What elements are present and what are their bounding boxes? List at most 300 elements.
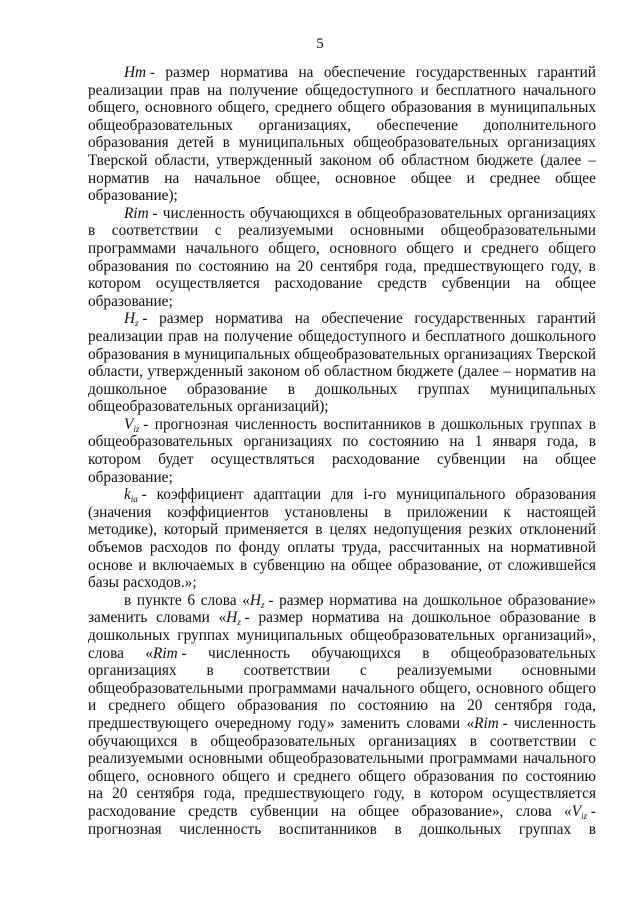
word: в — [240, 556, 248, 574]
word: дошкольных — [88, 627, 171, 644]
word: на — [402, 591, 418, 609]
word: реализации — [88, 81, 163, 99]
word: общедоступного — [298, 327, 407, 345]
text-line — [88, 275, 596, 293]
word: образования — [88, 257, 169, 275]
word: в — [588, 415, 596, 433]
word: области, — [88, 363, 143, 381]
word: в — [588, 257, 596, 275]
word: программами — [429, 750, 518, 768]
word: общеобразовательных — [88, 116, 234, 134]
word: среднего — [293, 767, 351, 785]
word: воспитанников — [278, 820, 377, 838]
word: «Rim - — [466, 714, 508, 732]
text-line — [88, 486, 596, 504]
word: основными — [349, 222, 425, 240]
word: начального — [341, 679, 415, 697]
text-line — [88, 609, 596, 627]
word: группах — [518, 820, 572, 838]
word: группах — [417, 380, 470, 398]
word: Тверской — [88, 151, 148, 169]
word: образования — [88, 345, 169, 363]
word: котором — [88, 451, 141, 469]
text-line — [88, 293, 596, 311]
word: субвенции — [437, 451, 506, 469]
text-line — [88, 398, 596, 416]
text-line — [88, 152, 596, 170]
word: муниципальных — [184, 345, 291, 363]
word: состоянию — [198, 257, 269, 275]
word: (далее — [540, 151, 582, 169]
word: предшествующего — [423, 257, 544, 275]
word: общее — [555, 275, 596, 293]
word: в — [588, 609, 596, 627]
word: на — [388, 609, 404, 627]
text-line — [88, 750, 596, 768]
word: дошкольных — [441, 415, 524, 433]
word: областном — [401, 151, 470, 169]
word: общеобразовательных — [210, 732, 356, 750]
word: на — [203, 327, 219, 345]
word: расходов — [149, 539, 208, 557]
word: на — [440, 697, 456, 715]
word: целях — [329, 521, 367, 539]
text-line — [88, 592, 596, 610]
word: с — [589, 732, 596, 750]
word: заменить — [340, 714, 401, 732]
word: предшествующего — [244, 785, 365, 803]
word: сентября — [494, 697, 553, 715]
word: образования — [515, 486, 596, 504]
text-line — [88, 521, 596, 539]
word: в — [206, 662, 214, 680]
word: на — [522, 451, 538, 469]
word: среднего — [481, 239, 539, 257]
word: численность — [162, 204, 245, 222]
word: программами — [248, 679, 337, 697]
word: в — [124, 591, 132, 609]
word: основными — [188, 750, 263, 768]
word: организациях — [243, 433, 333, 451]
word: средств — [188, 802, 238, 820]
text-line — [88, 328, 596, 346]
word: образования — [88, 134, 169, 152]
word: методике), — [88, 521, 157, 539]
word: расходование — [88, 802, 176, 820]
word: 20 — [112, 785, 128, 803]
text-line — [88, 64, 596, 82]
text-line — [88, 363, 596, 381]
word: 1 — [474, 433, 483, 451]
word: образование); — [88, 187, 178, 205]
text-line — [88, 768, 596, 786]
text-line — [88, 733, 596, 751]
word: на — [298, 64, 314, 81]
word: отклонений — [519, 521, 596, 539]
word: на — [449, 433, 465, 451]
word: установлены — [284, 503, 369, 521]
word: общеобразовательными — [88, 679, 244, 697]
word: образование; — [88, 468, 173, 486]
word: общее — [358, 802, 400, 820]
word: и — [420, 81, 429, 99]
word: об — [304, 363, 320, 381]
word: муниципального — [396, 486, 506, 504]
word: образование, — [397, 556, 483, 574]
word: общего, — [88, 99, 140, 117]
word: реализуемыми — [396, 662, 492, 680]
text-line — [88, 310, 596, 328]
word: соответствии — [489, 732, 577, 750]
word: области, — [154, 151, 210, 169]
word: образования — [237, 697, 318, 715]
word: средств — [377, 275, 427, 293]
text-line — [88, 680, 596, 698]
word: гарантий — [537, 310, 596, 328]
word: численность — [234, 415, 317, 433]
word: году, — [373, 785, 405, 803]
word: от — [487, 556, 502, 574]
word: «Rim - — [145, 644, 187, 662]
word: коэффициент — [156, 486, 244, 504]
word: году, — [550, 257, 582, 275]
text-line — [88, 539, 596, 557]
text-line — [88, 381, 596, 399]
text-line — [88, 803, 596, 821]
word: сентября — [319, 257, 378, 275]
text-line — [88, 627, 596, 645]
word: основного — [329, 239, 397, 257]
word: муниципальных — [490, 380, 596, 398]
text-line — [88, 785, 596, 803]
word: общее, — [275, 169, 321, 187]
word: общеобразовательных — [450, 644, 596, 662]
word: норматива — [329, 591, 398, 609]
word: основное — [335, 169, 396, 187]
word: по — [329, 697, 346, 715]
word: общеобразовательных — [294, 345, 440, 363]
word: на — [88, 785, 103, 803]
word: недопущения — [373, 521, 462, 539]
word: $k_{ia}$ - — [124, 486, 147, 505]
word: организаций); — [237, 398, 329, 416]
word: среднего — [274, 99, 333, 117]
word: норматив — [515, 363, 577, 381]
word: норматива — [220, 64, 289, 81]
text-line — [88, 117, 596, 135]
word: общее — [555, 451, 596, 469]
word: общеобразовательными — [268, 750, 424, 768]
word: Rim - — [124, 204, 158, 222]
word: в — [384, 503, 392, 521]
word: соответствии — [243, 662, 331, 680]
word: об — [378, 151, 395, 169]
word: и — [411, 327, 420, 345]
word: начального — [522, 81, 596, 99]
word: на — [275, 257, 291, 275]
word: прогнозная — [154, 415, 229, 433]
word: организациях — [507, 134, 596, 152]
document-body — [88, 64, 596, 838]
word: размер — [159, 310, 204, 328]
word: муниципальных — [238, 134, 345, 152]
word: осуществляться — [210, 451, 315, 469]
word: законом — [247, 363, 300, 381]
text-line — [88, 821, 596, 839]
word: дошкольного — [510, 327, 596, 345]
word: расходование — [274, 275, 363, 293]
text-line — [88, 574, 596, 592]
page-number: 5 — [316, 36, 324, 52]
word: котором — [88, 275, 141, 293]
word: утвержденный — [216, 151, 313, 169]
word: в — [287, 380, 295, 398]
word: общее — [351, 556, 393, 574]
word: размер — [165, 64, 210, 81]
word: получение — [224, 327, 293, 345]
word: государственных — [415, 64, 527, 81]
word: общего — [222, 767, 270, 785]
word: организациях, — [258, 116, 352, 134]
word: слова — [515, 802, 552, 820]
word: общего, — [88, 767, 140, 785]
text-line — [88, 433, 596, 451]
word: года, — [203, 785, 236, 803]
word: детей — [177, 134, 214, 152]
word: общее — [410, 169, 452, 187]
word: заменить — [88, 609, 148, 627]
word: приложении — [407, 503, 488, 521]
word: общего — [177, 697, 226, 715]
text-line — [88, 697, 596, 715]
word: обеспечение — [376, 116, 458, 134]
word: начального — [522, 750, 596, 768]
word: организациях — [368, 732, 457, 750]
word: основе — [88, 556, 133, 574]
word: на — [488, 539, 504, 557]
word: сентября — [136, 785, 195, 803]
word: 6 — [187, 591, 195, 609]
word: обучающихся — [311, 644, 401, 662]
word: основного — [476, 679, 544, 697]
word: дошкольное — [412, 609, 491, 627]
word: начального — [185, 239, 259, 257]
word: будет — [158, 451, 194, 469]
word: общеобразовательных — [88, 433, 234, 451]
word: группах — [530, 415, 583, 433]
word: основного — [144, 99, 213, 117]
word: в — [190, 732, 198, 750]
word: получение — [229, 81, 298, 99]
word: программами — [88, 239, 177, 257]
word: дошкольных — [419, 820, 502, 838]
word: в — [413, 785, 421, 803]
word: в — [469, 732, 478, 750]
word: настоящей — [526, 503, 596, 521]
word: реализуемыми — [88, 750, 184, 768]
word: резких — [468, 521, 513, 539]
word: среднего — [108, 697, 166, 715]
word: общего — [548, 239, 596, 257]
word: года, — [546, 433, 579, 451]
word: общедоступного — [305, 81, 414, 99]
word: обеспечение — [321, 310, 403, 328]
word: $H_z$ - — [124, 310, 148, 329]
word: образование — [187, 380, 268, 398]
text-line — [88, 187, 596, 205]
word: оплаты — [287, 539, 335, 557]
word: общеобразовательных — [88, 398, 234, 416]
word: состоянию — [368, 433, 439, 451]
word: численность — [179, 820, 262, 838]
word: включаемых — [152, 556, 235, 574]
word: коэффициентов — [167, 503, 269, 521]
text-line — [88, 645, 596, 663]
word: образования — [413, 767, 495, 785]
text-line — [88, 469, 596, 487]
word: общего — [406, 239, 454, 257]
word: года, — [564, 697, 596, 715]
word: словами — [406, 714, 461, 732]
word: прав — [168, 327, 199, 345]
text-line — [88, 134, 596, 152]
word: бесплатного — [435, 81, 516, 99]
word: образование; — [88, 292, 173, 310]
word: предшествующего — [88, 714, 209, 732]
word: общеобразовательных — [357, 204, 503, 222]
word: «$H_z$ - — [242, 591, 274, 610]
word: обучающихся — [88, 732, 178, 750]
word: численность — [208, 644, 290, 662]
word: в — [427, 415, 436, 433]
word: $V_{iz}$ - — [124, 415, 149, 434]
word: фонду — [238, 539, 280, 557]
word: на — [330, 802, 346, 820]
word: с — [214, 222, 222, 240]
word: общего — [337, 99, 386, 117]
word: субвенции — [441, 275, 511, 293]
text-line — [88, 346, 596, 364]
word: на — [164, 169, 180, 187]
word: размер — [279, 591, 324, 609]
word: образования — [390, 99, 472, 117]
word: труда, — [341, 539, 382, 557]
word: очередному — [214, 714, 292, 732]
word: организациях — [507, 204, 596, 222]
word: среднее — [489, 169, 541, 187]
word: общего, — [419, 679, 471, 697]
word: на — [580, 363, 596, 381]
word: организациях — [443, 345, 533, 363]
word: году» — [297, 714, 335, 732]
text-line — [88, 222, 596, 240]
text-line — [88, 240, 596, 258]
word: норматива — [311, 609, 380, 627]
word: прогнозная — [88, 820, 162, 838]
word: основного — [147, 767, 215, 785]
text-line — [88, 170, 596, 188]
word: с — [360, 662, 367, 680]
word: 20 — [467, 697, 483, 715]
text-line — [88, 258, 596, 276]
word: в — [588, 433, 596, 451]
word: применяется — [225, 521, 309, 539]
word: реализуемыми — [238, 222, 334, 240]
word: общего — [548, 679, 596, 697]
word: – — [588, 151, 596, 169]
word: образование — [499, 609, 580, 627]
word: соответствии — [111, 222, 199, 240]
word: общеобразовательных — [353, 134, 499, 152]
word: в — [394, 820, 402, 838]
word: – — [503, 363, 511, 381]
word: в — [588, 820, 596, 838]
word: начальное — [194, 169, 261, 187]
word: и — [138, 556, 147, 574]
word: который — [163, 521, 219, 539]
word: в — [222, 134, 230, 152]
word: адаптации — [253, 486, 322, 504]
word: основными — [521, 662, 596, 680]
word: размер — [258, 609, 303, 627]
word: и — [277, 767, 286, 785]
word: «$V_{iz}$ - — [564, 802, 596, 821]
word: бюджете — [476, 151, 534, 169]
text-line — [88, 715, 596, 733]
word: гарантий — [537, 64, 596, 81]
word: пункте — [136, 591, 182, 609]
word: субвенцию — [253, 556, 325, 574]
word: по — [342, 433, 359, 451]
word: дошкольное — [423, 591, 503, 609]
word: по — [215, 539, 232, 557]
word: и — [466, 169, 475, 187]
word: областном — [324, 363, 393, 381]
word: (значения — [88, 503, 152, 521]
word: утвержденный — [147, 363, 244, 381]
word: рассчитанных — [388, 539, 481, 557]
word: i-го — [363, 486, 387, 504]
word: в — [477, 99, 485, 117]
word: Тверской — [536, 345, 596, 363]
word: обеспечение — [323, 64, 406, 81]
text-line — [88, 662, 596, 680]
word: организациях — [88, 662, 177, 680]
word: нормативной — [510, 539, 596, 557]
text-line — [88, 205, 596, 223]
word: по — [175, 257, 192, 275]
word: слова — [200, 591, 237, 609]
word: в — [344, 204, 352, 222]
word: расходование — [331, 451, 420, 469]
word: января — [492, 433, 537, 451]
text-line — [88, 416, 596, 434]
word: Hm - — [124, 64, 156, 81]
word: по — [502, 767, 518, 785]
word: воспитанников — [323, 415, 422, 433]
word: расходов.»; — [122, 574, 197, 592]
word: законом — [319, 151, 372, 169]
word: организаций», — [502, 627, 596, 644]
word: общеобразовательными — [440, 222, 596, 240]
word: дошкольных — [315, 380, 398, 398]
word: базы — [88, 574, 119, 592]
word: в — [422, 644, 430, 662]
word: общего, — [268, 239, 320, 257]
word: норматив — [88, 169, 150, 187]
word: муниципальных — [490, 99, 596, 117]
word: государственных — [414, 310, 526, 328]
